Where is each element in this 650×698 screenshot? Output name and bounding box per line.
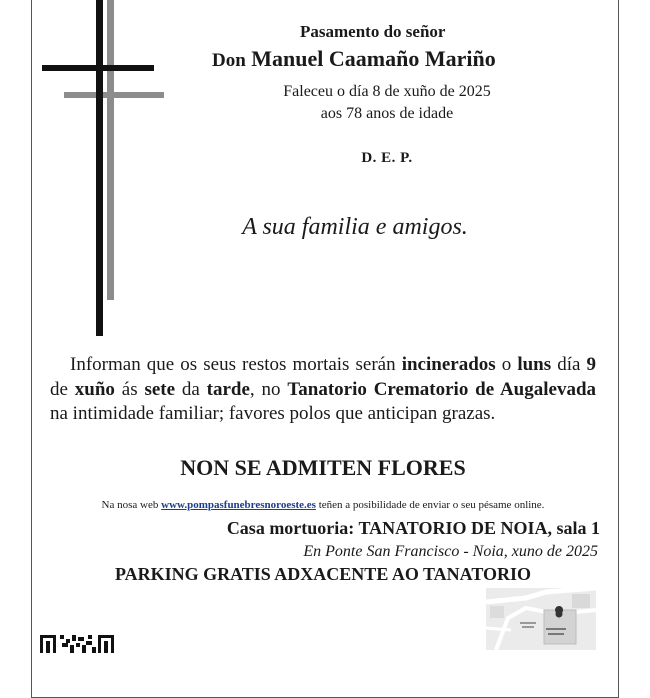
announcement-text: ás	[114, 378, 145, 400]
family-line: A sua familia e amigos.	[242, 214, 468, 240]
announcement-text: na intimidade familiar; favores polos que anticipan grazas.	[50, 403, 496, 424]
announcement-text: día	[551, 354, 587, 375]
announcement-text: o	[495, 354, 518, 375]
funeral-home: Casa mortuoria: TANATORIO DE NOIA, sala 1	[226, 518, 600, 538]
announcement-bold: xuño	[74, 378, 115, 400]
announcement-bold: luns	[517, 354, 552, 375]
notice-heading: Pasamento do señor	[300, 22, 446, 41]
announcement-text: da	[175, 378, 207, 400]
parking-notice: PARKING GRATIS ADXACENTE AO TANATORIO	[114, 564, 532, 584]
rip-text: D. E. P.	[361, 150, 413, 166]
death-date: Faleceu o día 8 de xuño de 2025	[283, 83, 491, 100]
place-date: En Ponte San Francisco - Noia, xuno de 2025	[303, 543, 598, 560]
announcement-bold: Tanatorio Crematorio de Augalevada	[287, 378, 597, 400]
deceased-name	[212, 46, 496, 72]
name-prefix: Don	[212, 50, 246, 71]
cross-gray-horizontal	[64, 92, 164, 98]
announcement-text: de	[50, 378, 75, 400]
announcement-paragraph	[50, 353, 596, 427]
web-notice-text: Na nosa web	[101, 499, 162, 511]
announcement-bold: 9	[586, 354, 596, 375]
announcement-bold: incinerados	[401, 354, 496, 375]
announcement-bold: sete	[144, 378, 176, 400]
web-notice	[50, 499, 596, 511]
age-text: aos 78 anos de idade	[320, 105, 454, 122]
announcement-text: Informan que os seus restos mortais serán	[70, 354, 402, 375]
announcement-text: , no	[249, 378, 288, 400]
cross-black-vertical	[96, 0, 103, 336]
cross-gray-vertical	[107, 0, 114, 300]
qr-code-icon[interactable]	[40, 633, 120, 653]
announcement-bold: tarde	[206, 378, 250, 400]
no-flowers-notice: NON SE ADMITEN FLORES	[180, 455, 466, 480]
name-text: Manuel Caamaño Mariño	[251, 46, 496, 71]
map-thumbnail[interactable]	[486, 588, 596, 650]
cross-black-horizontal	[42, 65, 154, 71]
website-link[interactable]: www.pompasfunebresnoroeste.es	[161, 499, 316, 511]
web-notice-text: teñen a posibilidade de enviar o seu pésame online.	[315, 499, 545, 511]
